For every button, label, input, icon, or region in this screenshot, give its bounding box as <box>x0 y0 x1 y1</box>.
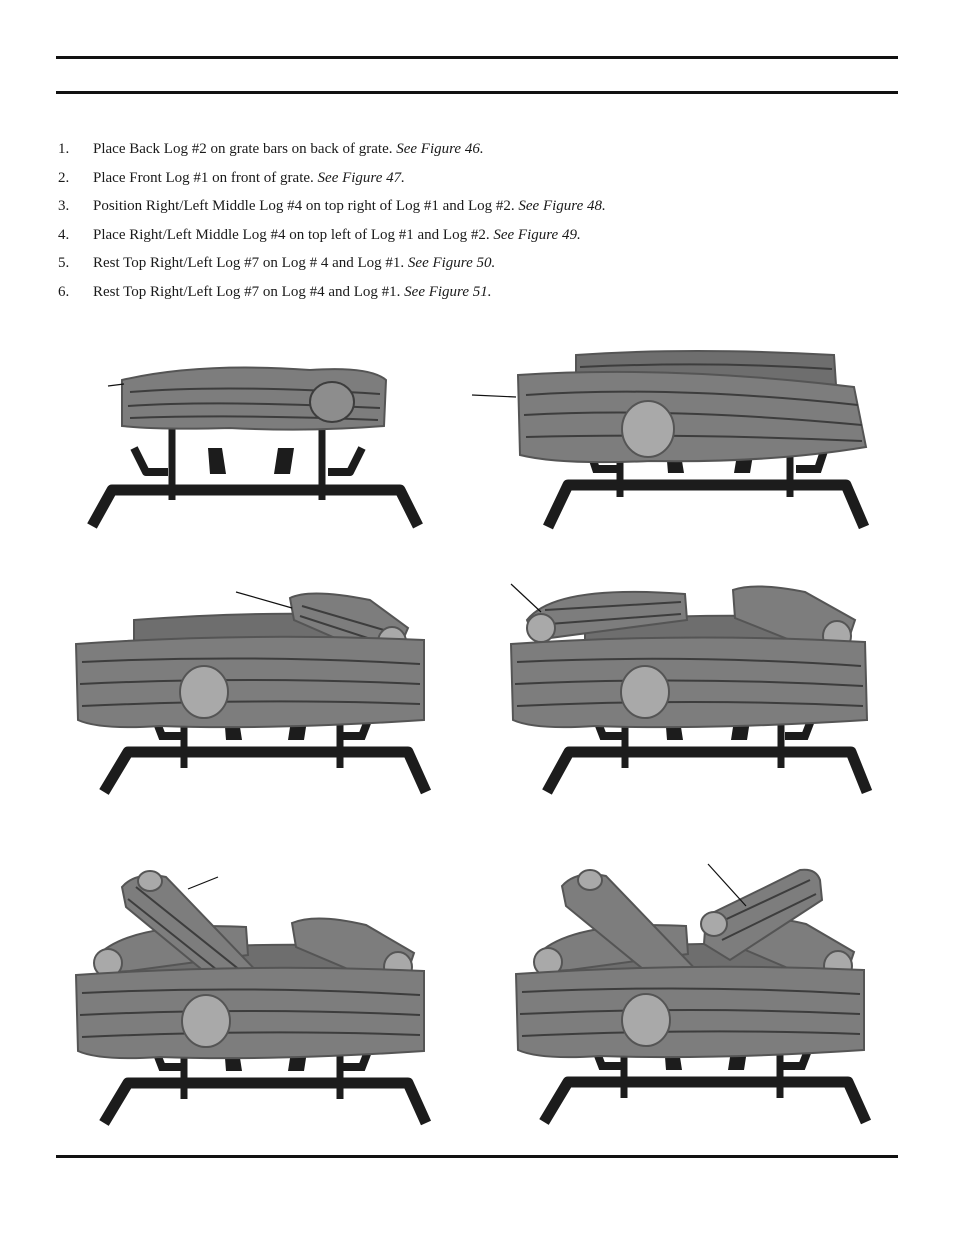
step-5 <box>58 253 898 282</box>
front-log-icon <box>511 637 867 727</box>
step-number: 2. <box>58 169 70 186</box>
figure-reference: See Figure 48. <box>518 198 606 214</box>
callout-line <box>472 395 516 397</box>
step-number: 1. <box>58 141 70 157</box>
step-body: Rest Top Right/Left Log #7 on Log # 4 and Log #1. <box>93 255 405 271</box>
step-text <box>93 253 495 273</box>
grate-icon <box>92 424 418 526</box>
step-body: Rest Top Right/Left Log #7 on Log #4 and Log #1. <box>93 283 401 300</box>
front-log-icon <box>76 968 424 1058</box>
figure-48-illustration <box>70 580 440 800</box>
step-4 <box>58 225 898 254</box>
step-text <box>93 139 484 159</box>
step-number: 3. <box>58 198 70 214</box>
step-text <box>93 196 606 216</box>
callout-line <box>511 584 541 612</box>
figure-51-illustration <box>510 860 880 1130</box>
step-number: 5. <box>58 255 70 271</box>
step-1 <box>58 139 898 168</box>
figure-49-left-middle-log <box>505 580 875 800</box>
header-rule-bottom <box>56 91 898 94</box>
figure-47-front-log <box>470 345 870 535</box>
callout-line <box>708 864 746 906</box>
footer-rule <box>56 1155 898 1158</box>
step-6 <box>58 282 898 311</box>
callout-line <box>188 877 218 889</box>
figure-46-back-log <box>80 350 430 535</box>
figure-reference: See Figure 51. <box>404 283 492 300</box>
step-text <box>93 225 581 245</box>
step-number: 6. <box>58 283 70 300</box>
figure-48-right-middle-log <box>70 580 440 800</box>
instruction-steps <box>58 139 898 310</box>
figure-reference: See Figure 49. <box>493 226 581 243</box>
step-body: Place Right/Left Middle Log #4 on top left of Log #1 and Log #2. <box>93 226 490 243</box>
front-log-icon <box>516 967 864 1057</box>
figure-46-illustration <box>80 350 430 535</box>
figure-50-illustration <box>70 865 440 1130</box>
back-log-icon <box>122 368 386 430</box>
figure-50-left-top-log <box>70 865 440 1130</box>
step-text <box>93 282 492 302</box>
callout-line <box>236 592 292 608</box>
figure-51-right-top-log <box>510 860 880 1130</box>
front-log-icon <box>76 637 424 727</box>
step-number: 4. <box>58 226 70 243</box>
step-text <box>93 168 405 188</box>
step-3 <box>58 196 898 225</box>
figure-reference: See Figure 47. <box>317 169 405 186</box>
step-body: Place Front Log #1 on front of grate. <box>93 169 314 186</box>
figure-47-illustration <box>470 345 870 535</box>
front-log-icon <box>518 372 866 462</box>
header-rule-top <box>56 56 898 59</box>
figure-49-illustration <box>505 580 875 800</box>
figure-reference: See Figure 50. <box>407 255 496 271</box>
step-2 <box>58 168 898 197</box>
step-body: Place Back Log #2 on grate bars on back of grate. <box>93 141 393 157</box>
step-body: Position Right/Left Middle Log #4 on top right of Log #1 and Log #2. <box>93 198 515 214</box>
figure-reference: See Figure 46. <box>396 141 484 157</box>
